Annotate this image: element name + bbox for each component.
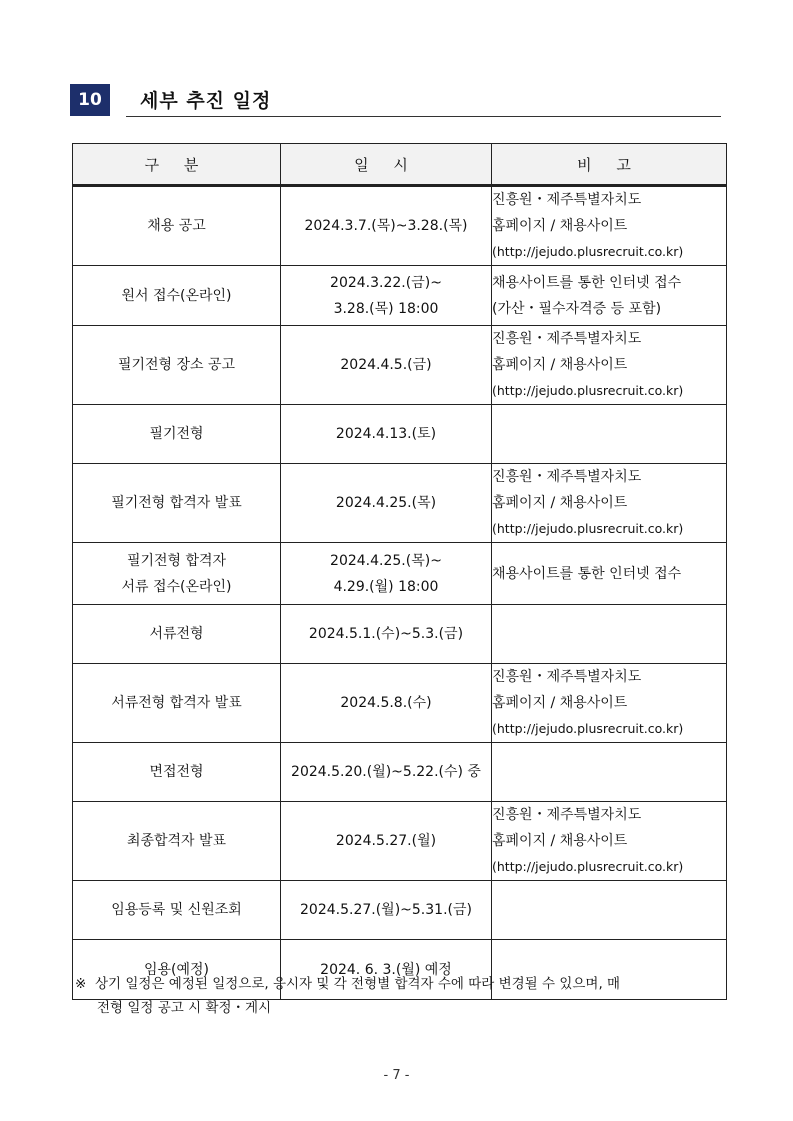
category-cell [73,543,281,605]
category-cell-line: 채용 공고 [147,218,206,234]
note-cell [492,881,727,940]
table-row [73,266,727,326]
category-cell [73,881,281,940]
note-cell-line: 홈페이지 / 채용사이트 [492,495,628,511]
note-cell [492,543,727,605]
table-row [73,881,727,940]
date-cell-line: 2024. 6. 3.(월) 예정 [320,961,452,978]
category-cell [73,186,281,266]
table-row [73,543,727,605]
note-cell-line: 채용사이트를 통한 인터넷 접수 [492,565,682,582]
date-cell [281,326,492,405]
date-cell-line: 2024.5.1.(수)~5.3.(금) [308,626,464,642]
category-cell [73,405,281,464]
date-cell-line: 2024.5.8.(수) [340,695,432,711]
table-row [73,605,727,664]
page-number: - 7 - [383,1068,410,1083]
note-cell-line: (가산・필수자격증 등 포함) [492,300,662,317]
date-cell [281,543,492,605]
category-cell-line: 임용(예정) [143,961,210,978]
category-cell-line: 최종합격자 발표 [126,833,227,849]
section-title: 세부 추진 일정 [140,90,272,112]
category-cell-line: 필기전형 합격자 [126,552,227,569]
category-cell-line: 임용등록 및 신원조회 [111,902,242,918]
header-category: 구 분 [73,144,281,186]
table-row [73,802,727,881]
note-cell-line: 홈페이지 / 채용사이트 [492,357,628,373]
note-cell [492,405,727,464]
table-row [73,405,727,464]
category-cell [73,664,281,743]
date-cell-line: 2024.4.25.(목) [335,495,437,511]
note-cell [492,186,727,266]
date-cell-line: 4.29.(월) 18:00 [333,578,439,595]
schedule-table [72,143,727,1000]
date-cell-line: 2024.5.27.(월)~5.31.(금) [300,902,472,918]
category-cell-line: 필기전형 [149,426,204,442]
date-cell [281,405,492,464]
category-cell [73,605,281,664]
note-cell-line: 진흥원・제주특별자치도 [492,331,642,347]
category-cell-line: 면접전형 [149,764,204,780]
date-cell [281,664,492,743]
note-cell-line: (http://jejudo.plusrecruit.co.kr) [492,859,684,874]
category-cell-line: 서류 접수(온라인) [121,578,232,595]
category-cell [73,266,281,326]
note-cell [492,743,727,802]
note-cell [492,605,727,664]
note-cell [492,326,727,405]
note-cell-line: (http://jejudo.plusrecruit.co.kr) [492,721,684,736]
title-underline [126,116,721,117]
table-row [73,664,727,743]
category-cell-line: 서류전형 합격자 발표 [111,695,242,711]
table-header-row [73,144,727,186]
footnote-mark: ※ [75,976,87,992]
date-cell-line: 2024.4.5.(금) [340,357,432,373]
category-cell [73,326,281,405]
date-cell [281,464,492,543]
footnote [75,972,730,1020]
category-cell [73,743,281,802]
note-cell [492,802,727,881]
category-cell-line: 원서 접수(온라인) [121,287,232,304]
date-cell-line: 2024.5.20.(월)~5.22.(수) 중 [291,764,481,780]
category-cell-line: 서류전형 [149,626,204,642]
date-cell [281,743,492,802]
note-cell [492,266,727,326]
date-cell [281,881,492,940]
date-cell [281,802,492,881]
table-row [73,743,727,802]
date-cell-line: 2024.3.7.(목)~3.28.(목) [304,218,468,234]
table-row [73,186,727,266]
category-cell-line: 필기전형 합격자 발표 [111,495,242,511]
table-row [73,464,727,543]
note-cell [492,464,727,543]
date-cell-line: 2024.4.13.(토) [335,426,437,442]
date-cell-line: 2024.4.25.(목)~ [330,552,442,569]
note-cell-line: (http://jejudo.plusrecruit.co.kr) [492,244,684,259]
date-cell [281,186,492,266]
category-cell-line: 필기전형 장소 공고 [117,357,236,373]
date-cell-line: 3.28.(목) 18:00 [333,300,439,317]
note-cell-line: 홈페이지 / 채용사이트 [492,218,628,234]
header-date: 일 시 [281,144,492,186]
note-cell-line: 진흥원・제주특별자치도 [492,807,642,823]
header-note: 비 고 [492,144,727,186]
date-cell-line: 2024.5.27.(월) [335,833,437,849]
note-cell-line: (http://jejudo.plusrecruit.co.kr) [492,383,684,398]
note-cell-line: (http://jejudo.plusrecruit.co.kr) [492,521,684,536]
date-cell-line: 2024.3.22.(금)~ [330,274,442,291]
note-cell-line: 홈페이지 / 채용사이트 [492,833,628,849]
table-body [73,186,727,1000]
table-row [73,326,727,405]
note-cell-line: 진흥원・제주특별자치도 [492,469,642,485]
footnote-line-1: 상기 일정은 예정된 일정으로, 응시자 및 각 전형별 합격자 수에 따라 변경될 수 있으며, 매 [95,976,621,992]
footnote-line-2: 전형 일정 공고 시 확정・게시 [97,1000,272,1016]
note-cell-line: 채용사이트를 통한 인터넷 접수 [492,274,682,291]
note-cell-line: 진흥원・제주특별자치도 [492,192,642,208]
note-cell [492,664,727,743]
note-cell-line: 진흥원・제주특별자치도 [492,669,642,685]
category-cell [73,464,281,543]
date-cell [281,266,492,326]
date-cell [281,605,492,664]
section-number-badge: 10 [70,84,110,116]
note-cell-line: 홈페이지 / 채용사이트 [492,695,628,711]
category-cell [73,802,281,881]
